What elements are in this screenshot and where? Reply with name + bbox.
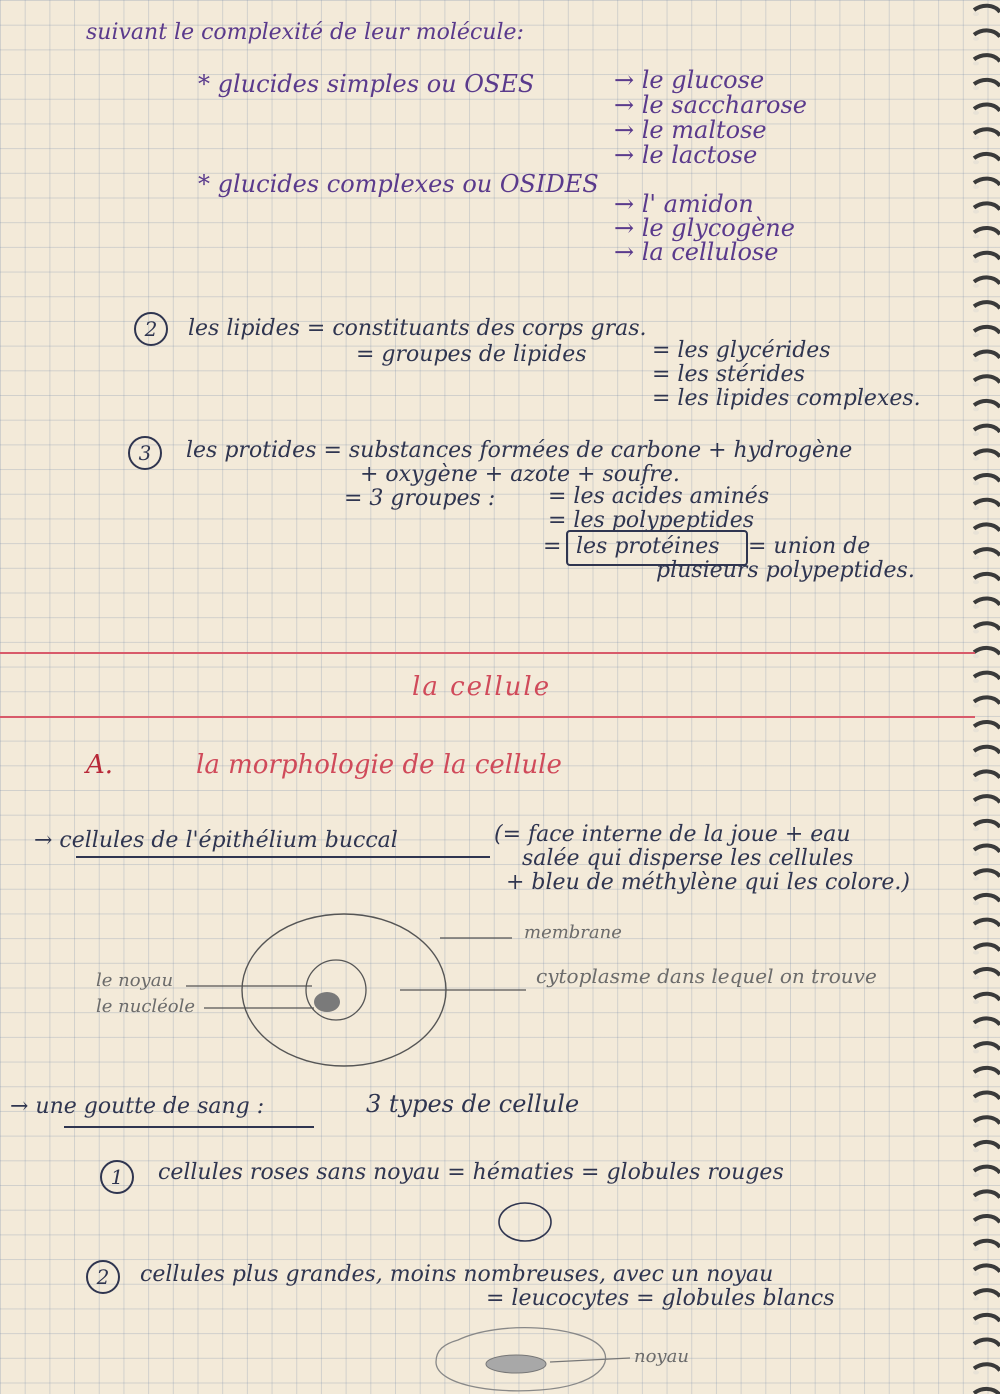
spiral-ring: [974, 376, 1000, 382]
spiral-ring: [974, 796, 1000, 802]
spiral-ring: [974, 302, 1000, 308]
spiral-ring: [974, 1364, 1000, 1370]
spiral-hole: [973, 802, 979, 806]
spiral-hole: [973, 1124, 979, 1128]
spiral-ring: [974, 1241, 1000, 1247]
spiral-hole: [973, 37, 979, 41]
subsection-title: la morphologie de la cellule: [196, 750, 562, 780]
spiral-hole: [973, 358, 979, 362]
spiral-hole: [973, 1321, 979, 1325]
section-rule-top: [0, 652, 975, 654]
spiral-ring: [974, 401, 1000, 407]
spiral-ring: [974, 500, 1000, 506]
spiral-ring: [974, 1167, 1000, 1173]
spiral-ring: [974, 697, 1000, 703]
spiral-hole: [973, 654, 979, 658]
spiral-hole: [973, 704, 979, 708]
spiral-ring: [974, 1093, 1000, 1099]
spiral-ring: [974, 722, 1000, 728]
spiral-hole: [973, 185, 979, 189]
spiral-hole: [973, 1173, 979, 1177]
spiral-hole: [973, 1371, 979, 1375]
spiral-ring: [974, 450, 1000, 456]
spiral-hole: [973, 111, 979, 115]
spiral-hole: [973, 778, 979, 782]
spiral-hole: [973, 12, 979, 16]
sang-underline: [64, 1126, 314, 1128]
spiral-ring: [974, 747, 1000, 753]
spiral-ring: [974, 599, 1000, 605]
spiral-ring: [974, 1216, 1000, 1222]
spiral-hole: [973, 679, 979, 683]
spiral-hole: [973, 160, 979, 164]
label-nucleole: le nucléole: [96, 996, 196, 1017]
spiral-hole: [973, 61, 979, 65]
spiral-ring: [974, 549, 1000, 555]
spiral-hole: [973, 1346, 979, 1350]
spiral-ring: [974, 105, 1000, 111]
spiral-hole: [973, 1198, 979, 1202]
glucide-item: → le maltose: [614, 116, 767, 144]
lipides-number: 2: [134, 312, 168, 346]
cell-nucleus-outline: [306, 960, 366, 1020]
lipides-item: = les stérides: [652, 362, 805, 387]
spiral-hole: [973, 852, 979, 856]
glucide-item: → l' amidon: [614, 190, 754, 218]
label-noyau: le noyau: [96, 970, 174, 991]
label-membrane: membrane: [524, 922, 622, 943]
spiral-hole: [973, 308, 979, 312]
section-rule-bottom: [0, 716, 975, 718]
sang-item2-line1: cellules plus grandes, moins nombreuses, avec un noyau: [140, 1262, 774, 1287]
buccal-desc1: (= face interne de la joue + eau: [494, 822, 851, 847]
buccal-desc3: + bleu de méthylène qui les colore.): [506, 870, 910, 895]
leukocyte-drawing: [430, 1322, 650, 1394]
proteines-eq: =: [543, 534, 562, 559]
spiral-ring: [974, 1142, 1000, 1148]
spiral-ring: [974, 352, 1000, 358]
protides-item: = les acides aminés: [548, 484, 770, 509]
spiral-ring: [974, 1315, 1000, 1321]
spiral-ring: [974, 648, 1000, 654]
spiral-hole: [973, 86, 979, 90]
spiral-ring: [974, 277, 1000, 283]
spiral-ring: [974, 203, 1000, 209]
spiral-ring: [974, 524, 1000, 530]
spiral-hole: [973, 555, 979, 559]
spiral-hole: [973, 383, 979, 387]
spiral-ring: [974, 821, 1000, 827]
spiral-hole: [973, 630, 979, 634]
sang-item1-number: 1: [100, 1160, 134, 1194]
spiral-ring: [974, 129, 1000, 135]
spiral-hole: [973, 1099, 979, 1103]
label-noyau-leukocyte: noyau: [634, 1346, 689, 1367]
red-blood-cell-drawing: [496, 1198, 556, 1248]
spiral-ring: [974, 870, 1000, 876]
spiral-hole: [973, 136, 979, 140]
sang-item2-line2: = leucocytes = globules blancs: [486, 1286, 835, 1311]
spiral-ring: [974, 1340, 1000, 1346]
sang-label: → une goutte de sang :: [10, 1094, 265, 1119]
spiral-hole: [973, 827, 979, 831]
spiral-hole: [973, 407, 979, 411]
protides-line2: + oxygène + azote + soufre.: [360, 462, 680, 487]
spiral-hole: [973, 506, 979, 510]
spiral-ring: [974, 574, 1000, 580]
spiral-hole: [973, 1222, 979, 1226]
lipides-item: = les glycérides: [652, 338, 831, 363]
spiral-ring: [974, 475, 1000, 481]
spiral-hole: [973, 234, 979, 238]
glucide-item: → le saccharose: [614, 91, 807, 119]
spiral-hole: [973, 728, 979, 732]
lipides-line1: les lipides = constituants des corps gras.: [188, 316, 647, 341]
spiral-ring: [974, 623, 1000, 629]
glucide-item: → le glucose: [614, 66, 765, 94]
spiral-ring: [974, 1117, 1000, 1123]
spiral-hole: [973, 333, 979, 337]
lipides-line2: = groupes de lipides: [356, 342, 587, 367]
spiral-hole: [973, 457, 979, 461]
sang-item2-number: 2: [86, 1260, 120, 1294]
spiral-ring: [974, 6, 1000, 12]
label-cytoplasme: cytoplasme dans lequel on trouve: [536, 964, 877, 988]
spiral-ring: [974, 1389, 1000, 1394]
protides-item: = les polypeptides: [548, 508, 755, 533]
spiral-ring: [974, 253, 1000, 259]
cell-nucleolus: [314, 992, 340, 1012]
spiral-hole: [973, 877, 979, 881]
spiral-ring: [974, 179, 1000, 185]
spiral-ring: [974, 426, 1000, 432]
spiral-ring: [974, 1265, 1000, 1271]
glucides-complexes-label: * glucides complexes ou OSIDES: [198, 170, 599, 198]
header-text: suivant le complexité de leur molécule:: [86, 20, 524, 45]
spiral-ring: [974, 228, 1000, 234]
sang-item1: cellules roses sans noyau = hématies = globules rouges: [158, 1160, 784, 1185]
glucides-simples-label: * glucides simples ou OSES: [198, 70, 535, 98]
spiral-ring: [974, 154, 1000, 160]
spiral-hole: [973, 481, 979, 485]
buccal-label: → cellules de l'épithélium buccal: [34, 828, 398, 853]
subsection-letter: A.: [86, 750, 114, 780]
protides-line3: = 3 groupes :: [344, 486, 496, 511]
spiral-hole: [973, 1272, 979, 1276]
protides-number: 3: [128, 436, 162, 470]
spiral-hole: [973, 210, 979, 214]
spiral-ring: [974, 327, 1000, 333]
lipides-item: = les lipides complexes.: [652, 386, 921, 411]
spiral-ring: [974, 673, 1000, 679]
glucide-item: → le lactose: [614, 141, 758, 169]
spiral-ring: [974, 55, 1000, 61]
buccal-underline: [76, 856, 490, 858]
spiral-ring: [974, 771, 1000, 777]
spiral-hole: [973, 284, 979, 288]
spiral-hole: [973, 1247, 979, 1251]
spiral-binding: [968, 0, 1000, 1394]
spiral-ring: [974, 1290, 1000, 1296]
spiral-ring: [974, 1191, 1000, 1197]
spiral-ring: [974, 30, 1000, 36]
spiral-hole: [973, 1296, 979, 1300]
spiral-hole: [973, 605, 979, 609]
spiral-hole: [973, 580, 979, 584]
spiral-hole: [973, 1148, 979, 1152]
spiral-hole: [973, 259, 979, 263]
protides-line1: les protides = substances formées de carbone + hydrogène: [186, 438, 853, 463]
proteines-label: les protéines: [576, 534, 720, 559]
proteines-def1: = union de: [748, 534, 871, 559]
spiral-hole: [973, 432, 979, 436]
spiral-ring: [974, 846, 1000, 852]
spiral-ring: [974, 80, 1000, 86]
sang-types: 3 types de cellule: [366, 1090, 580, 1118]
proteines-def2: plusieurs polypeptides.: [656, 558, 915, 583]
buccal-desc2: salée qui disperse les cellules: [522, 846, 854, 871]
spiral-hole: [973, 753, 979, 757]
glucide-item: → la cellulose: [614, 238, 779, 266]
section-title: la cellule: [412, 672, 552, 702]
glucide-item: → le glycogène: [614, 214, 795, 242]
spiral-hole: [973, 531, 979, 535]
